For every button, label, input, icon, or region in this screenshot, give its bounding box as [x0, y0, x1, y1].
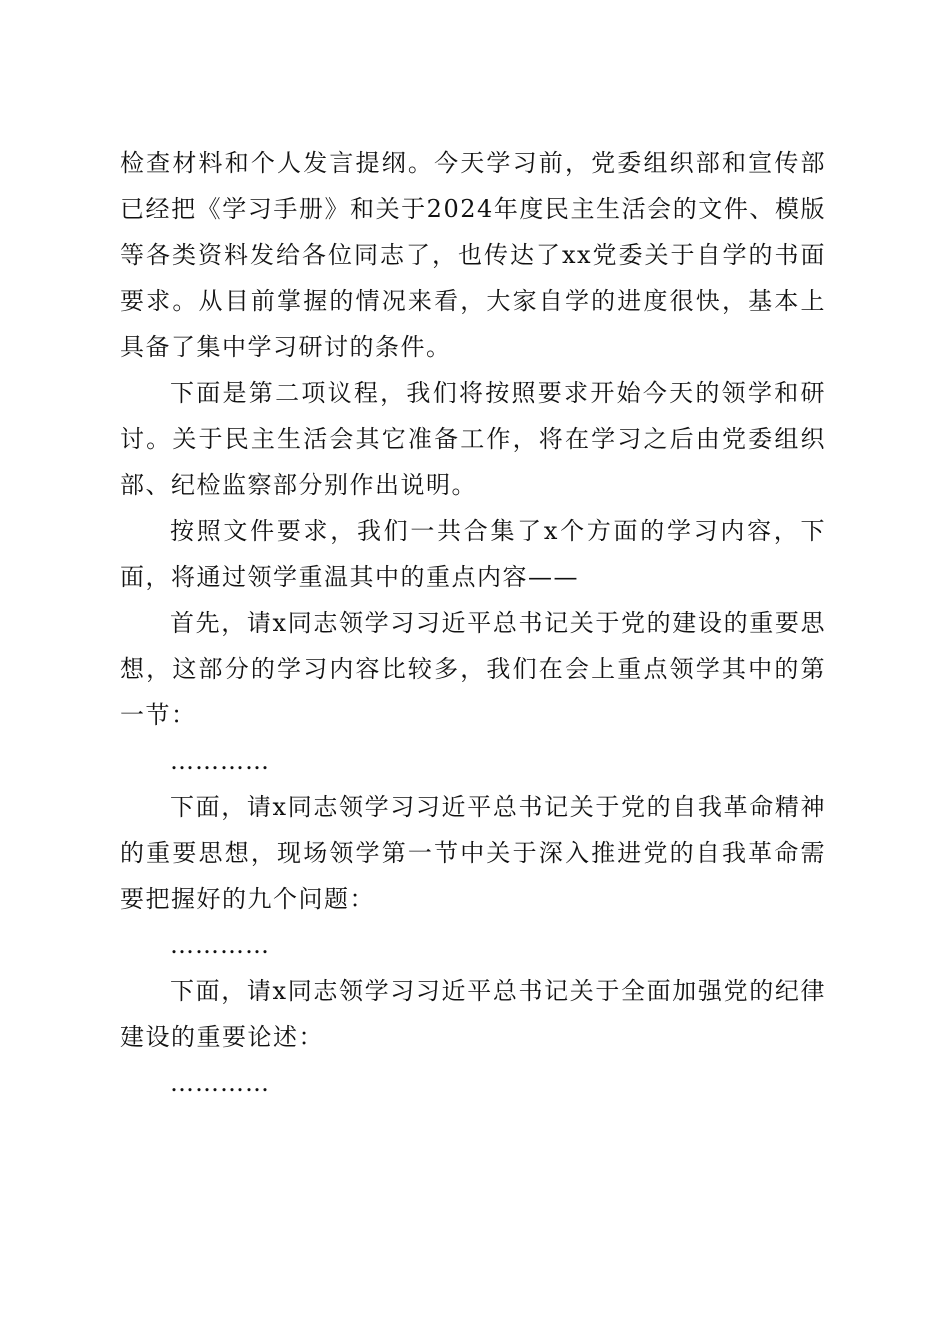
document-body: [120, 140, 826, 1106]
paragraph-second-study: 下面，请x同志领学习习近平总书记关于党的自我革命精神的重要思想，现场领学第一节中关于深入推进党的自我革命需要把握好的九个问题：: [120, 793, 826, 913]
paragraph-continuation: 检查材料和个人发言提纲。今天学习前，党委组织部和宣传部已经把《学习手册》和关于2024年度民主生活会的文件、模版等各类资料发给各位同志了，也传达了xx党委关于自学的书面要求。从目前掌握的情况来看，大家自学的进度很快，基本上具备了集中学习研讨的条件。: [120, 149, 826, 361]
paragraph-study-content: 按照文件要求，我们一共合集了x个方面的学习内容，下面，将通过领学重温其中的重点内容——: [120, 517, 826, 591]
paragraph-second-agenda: 下面是第二项议程，我们将按照要求开始今天的领学和研讨。关于民主生活会其它准备工作，将在学习之后由党委组织部、纪检监察部分别作出说明。: [120, 379, 826, 499]
paragraph-third-study: 下面，请x同志领学习习近平总书记关于全面加强党的纪律建设的重要论述：: [120, 977, 826, 1051]
ellipsis-placeholder: …………: [170, 1069, 270, 1097]
ellipsis-placeholder: …………: [170, 747, 270, 775]
ellipsis-placeholder: …………: [170, 931, 270, 959]
paragraph-first-study: 首先，请x同志领学习习近平总书记关于党的建设的重要思想，这部分的学习内容比较多，我们在会上重点领学其中的第一节：: [120, 609, 826, 729]
